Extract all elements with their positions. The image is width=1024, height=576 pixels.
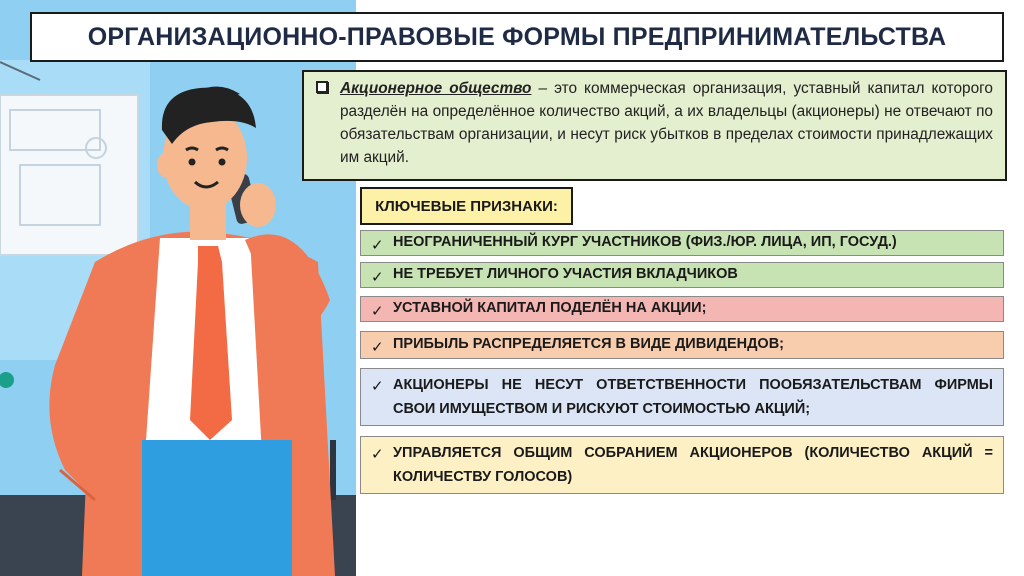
feature-text: УСТАВНОЙ КАПИТАЛ ПОДЕЛЁН НА АКЦИИ;: [393, 300, 707, 316]
definition-text: – это коммерческая организация, уставный капитал которого разделён на определённое количество акций, а их владельцы (акционеры) не отвечают по обязательствам организации, и несут риск убытков в пределах стоимости принадлежащих им акций.: [340, 80, 993, 166]
feature-text: НЕОГРАНИЧЕННЫЙ КУРГ УЧАСТНИКОВ (ФИЗ./ЮР. ЛИЦА, ИП, ГОСУД.): [393, 234, 897, 250]
feature-text: УПРАВЛЯЕТСЯ ОБЩИМ СОБРАНИЕМ АКЦИОНЕРОВ (КОЛИЧЕСТВО АКЦИЙ = КОЛИЧЕСТВУ ГОЛОСОВ): [393, 445, 993, 485]
feature-text: ПРИБЫЛЬ РАСПРЕДЕЛЯЕТСЯ В ВИДЕ ДИВИДЕНДОВ;: [393, 336, 784, 352]
square-bullet-icon: [316, 81, 328, 93]
checkmark-icon: ✓: [371, 303, 384, 320]
feature-item: [360, 368, 1004, 426]
feature-item: [360, 230, 1004, 256]
checkmark-icon: ✓: [371, 446, 384, 463]
checkmark-icon: ✓: [371, 269, 384, 286]
feature-text: АКЦИОНЕРЫ НЕ НЕСУТ ОТВЕТСТВЕННОСТИ ПООБЯЗАТЕЛЬСТВАМ ФИРМЫ СВОИ ИМУЩЕСТВОМ И РИСКУЮТ СТОИМОСТЬЮ АКЦИЙ;: [393, 377, 993, 417]
definition-term: Акционерное общество: [340, 80, 532, 97]
feature-item: [360, 436, 1004, 494]
feature-text: НЕ ТРЕБУЕТ ЛИЧНОГО УЧАСТИЯ ВКЛАДЧИКОВ: [393, 266, 738, 282]
feature-item: [360, 296, 1004, 322]
title-box: [30, 12, 1004, 62]
checkmark-icon: ✓: [371, 237, 384, 254]
checkmark-icon: ✓: [371, 378, 384, 395]
page-title: ОРГАНИЗАЦИОННО-ПРАВОВЫЕ ФОРМЫ ПРЕДПРИНИМАТЕЛЬСТВА: [87, 22, 947, 51]
feature-item: [360, 331, 1004, 359]
feature-item: [360, 262, 1004, 288]
checkmark-icon: ✓: [371, 339, 384, 356]
key-features-label: КЛЮЧЕВЫЕ ПРИЗНАКИ:: [360, 187, 573, 225]
definition-box: [302, 70, 1007, 181]
